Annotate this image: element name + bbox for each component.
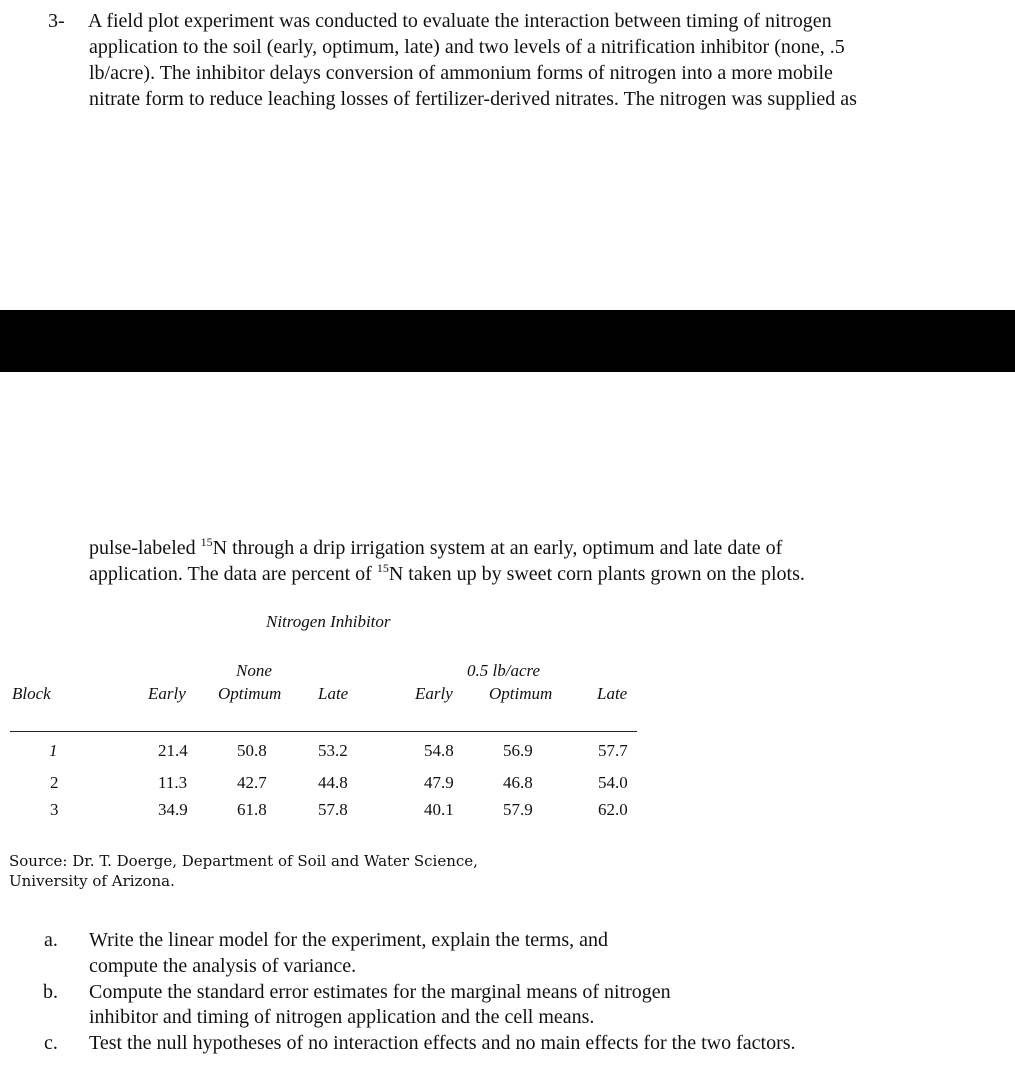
data-cell: 34.9 [158,800,188,819]
question-line: Test the null hypotheses of no interaction effects and no main effects for the two factors. [89,1032,796,1054]
redaction-bar [0,310,1015,372]
timing-header: Early [415,684,453,703]
data-cell: 53.2 [318,741,348,760]
table-group-title: Nitrogen Inhibitor [266,612,391,631]
block-cell: 1 [49,741,58,760]
data-cell: 50.8 [237,741,267,760]
intro-line: application to the soil (early, optimum, late) and two levels of a nitrification inhibitor (none, .5 [89,36,845,58]
source-line: University of Arizona. [9,872,175,890]
intro-line: lb/acre). The inhibitor delays conversion of ammonium forms of nitrogen into a more mobile [89,62,833,84]
question-label: b. [43,981,58,1003]
continuation-text: N through a drip irrigation system at an early, optimum and late date of [212,537,783,559]
data-cell: 57.8 [318,800,348,819]
continuation-text: pulse-labeled [89,537,201,559]
continuation-text: application. The data are percent of [89,563,377,585]
continuation-text: N taken up by sweet corn plants grown on the plots. [388,563,805,585]
data-cell: 40.1 [424,800,454,819]
data-cell: 47.9 [424,773,454,792]
data-cell: 42.7 [237,773,267,792]
data-cell: 54.0 [598,773,628,792]
continuation-line [89,561,805,587]
timing-header: Late [597,684,628,703]
level-none-header: None [236,661,272,680]
question-line: Compute the standard error estimates for the marginal means of nitrogen [89,981,671,1003]
timing-header: Late [318,684,349,703]
continuation-line [89,535,782,561]
data-cell: 57.9 [503,800,533,819]
data-cell: 62.0 [598,800,628,819]
data-cell: 44.8 [318,773,348,792]
level-half-text: 0.5 lb/acre [467,661,541,680]
data-cell: 11.3 [158,773,188,792]
question-line: Write the linear model for the experiment, explain the terms, and [89,929,609,951]
isotope-superscript: 15 [200,535,213,549]
block-cell: 3 [50,800,59,819]
timing-header: Optimum [218,684,282,703]
level-half-header [467,661,540,681]
data-cell: 61.8 [237,800,267,819]
question-line: compute the analysis of variance. [89,955,357,977]
intro-line: A field plot experiment was conducted to evaluate the interaction between timing of nitrogen [88,10,832,32]
data-cell: 54.8 [424,741,454,760]
question-line: inhibitor and timing of nitrogen application and the cell means. [89,1006,595,1028]
data-cell: 21.4 [158,741,188,760]
isotope-superscript: 15 [376,561,389,575]
table-rule [10,731,637,732]
source-line: Source: Dr. T. Doerge, Department of Soil and Water Science, [9,852,478,870]
question-label: c. [44,1032,58,1054]
data-cell: 57.7 [598,741,628,760]
block-cell: 2 [50,773,59,792]
data-cell: 46.8 [503,773,533,792]
intro-line: nitrate form to reduce leaching losses of fertilizer-derived nitrates. The nitrogen was supplied as [89,88,857,110]
question-label: a. [44,929,58,951]
block-column-header: Block [12,684,51,703]
timing-header: Optimum [489,684,553,703]
data-cell: 56.9 [503,741,533,760]
timing-header: Early [148,684,186,703]
problem-number: 3- [48,10,65,32]
